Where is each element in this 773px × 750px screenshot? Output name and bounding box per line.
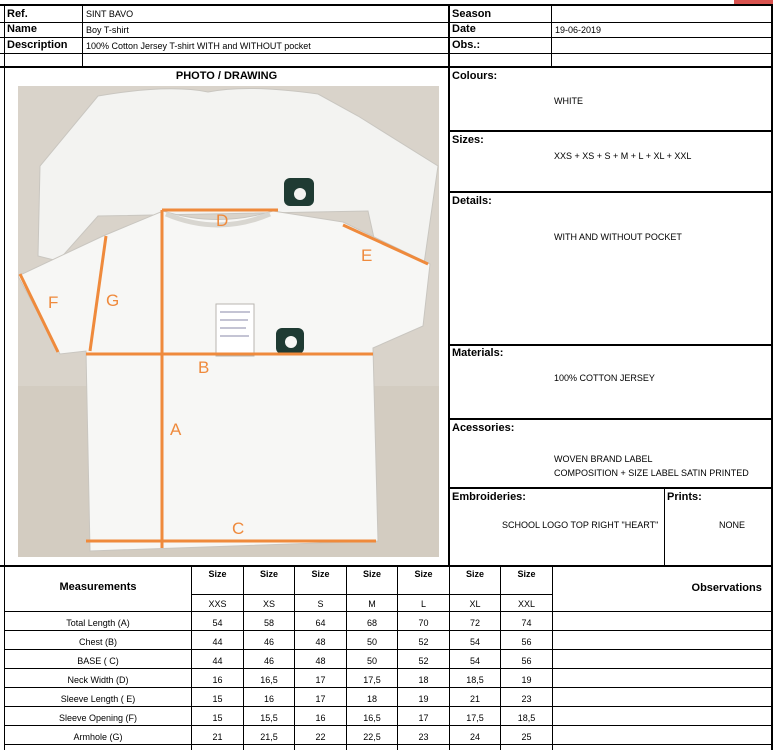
measure-letter-c: C bbox=[232, 519, 245, 538]
measurement-value: 19 bbox=[521, 675, 532, 685]
rule bbox=[0, 22, 773, 23]
date-value: 19-06-2019 bbox=[555, 25, 602, 35]
prints-value: NONE bbox=[719, 520, 746, 530]
rule bbox=[0, 37, 773, 38]
name-label: Name bbox=[7, 23, 37, 35]
measurement-value: 50 bbox=[366, 656, 377, 666]
measurement-label: Chest (B) bbox=[78, 637, 117, 647]
measurements-title: Measurements bbox=[59, 581, 137, 593]
measurement-value: 16,5 bbox=[260, 675, 278, 685]
embroideries-value: SCHOOL LOGO TOP RIGHT "HEART" bbox=[502, 520, 659, 530]
measurement-value: 64 bbox=[315, 618, 326, 628]
measurement-value: 16 bbox=[212, 675, 223, 685]
measurement-label: Total Length (A) bbox=[66, 618, 130, 628]
details-value: WITH AND WITHOUT POCKET bbox=[554, 232, 682, 242]
accessories-line2: COMPOSITION + SIZE LABEL SATIN PRINTED bbox=[554, 468, 749, 478]
measurement-value: 17 bbox=[418, 713, 429, 723]
measurement-value: 23 bbox=[418, 732, 429, 742]
size-header: Size bbox=[517, 569, 536, 579]
measurement-value: 17 bbox=[315, 675, 326, 685]
photo-title: PHOTO / DRAWING bbox=[175, 70, 278, 82]
rule bbox=[450, 418, 773, 420]
measurement-value: 48 bbox=[315, 637, 326, 647]
rule bbox=[5, 630, 771, 631]
measure-letter-d: D bbox=[216, 211, 229, 230]
details-title: Details: bbox=[452, 195, 492, 207]
rule bbox=[5, 611, 771, 612]
size-header: Size bbox=[259, 569, 278, 579]
rule bbox=[82, 4, 83, 68]
materials-title: Materials: bbox=[452, 347, 504, 359]
measurement-value: 50 bbox=[366, 637, 377, 647]
sizes-value: XXS + XS + S + M + L + XL + XXL bbox=[554, 151, 692, 161]
measurement-value: 16,5 bbox=[363, 713, 381, 723]
measurement-value: 72 bbox=[469, 618, 480, 628]
rule bbox=[0, 565, 773, 567]
measurement-value: 22 bbox=[315, 732, 326, 742]
rule bbox=[551, 4, 552, 68]
measurement-value: 18,5 bbox=[517, 713, 536, 723]
rule bbox=[5, 668, 771, 669]
measurement-value: 18 bbox=[418, 675, 429, 685]
rule bbox=[450, 130, 773, 132]
size-name: S bbox=[317, 599, 324, 609]
measurement-label: BASE ( C) bbox=[77, 656, 119, 666]
rule bbox=[450, 191, 773, 193]
measurement-value: 46 bbox=[263, 656, 274, 666]
size-name: M bbox=[368, 599, 376, 609]
size-name: XS bbox=[262, 599, 275, 609]
measurement-value: 54 bbox=[469, 637, 480, 647]
measurement-value: 25 bbox=[521, 732, 532, 742]
measurement-value: 24 bbox=[469, 732, 480, 742]
size-header: Size bbox=[311, 569, 330, 579]
measurement-value: 48 bbox=[315, 656, 326, 666]
size-header: Size bbox=[362, 569, 381, 579]
ref-value: SINT BAVO bbox=[86, 9, 134, 19]
size-header: Size bbox=[414, 569, 433, 579]
measurement-value: 16 bbox=[315, 713, 326, 723]
measurement-label: Neck Width (D) bbox=[67, 675, 129, 685]
measurement-value: 18,5 bbox=[466, 675, 484, 685]
measurement-value: 74 bbox=[521, 618, 532, 628]
measurement-value: 46 bbox=[263, 637, 274, 647]
rule bbox=[450, 344, 773, 346]
prints-title: Prints: bbox=[667, 491, 702, 503]
measurement-value: 16 bbox=[263, 694, 274, 704]
rule bbox=[448, 4, 450, 566]
measurement-value: 52 bbox=[418, 656, 429, 666]
measurement-value: 56 bbox=[521, 637, 532, 647]
rule bbox=[5, 649, 771, 650]
measurement-value: 58 bbox=[263, 618, 274, 628]
size-name: XL bbox=[469, 599, 481, 609]
rule bbox=[0, 66, 773, 68]
measurement-value: 21 bbox=[469, 694, 480, 704]
rule bbox=[192, 594, 552, 595]
description-value: 100% Cotton Jersey T-shirt WITH and WITHOUT pocket bbox=[86, 41, 311, 51]
measurement-value: 17,5 bbox=[363, 675, 381, 685]
measure-letter-f: F bbox=[48, 293, 59, 312]
measure-letter-a: A bbox=[170, 420, 182, 439]
measurement-value: 15 bbox=[212, 713, 223, 723]
name-value: Boy T-shirt bbox=[86, 25, 129, 35]
measurement-value: 54 bbox=[212, 618, 223, 628]
rule bbox=[0, 4, 773, 6]
measurement-value: 70 bbox=[418, 618, 429, 628]
date-label: Date bbox=[452, 23, 476, 35]
measurement-value: 68 bbox=[366, 618, 377, 628]
measure-letter-b: B bbox=[198, 358, 210, 377]
size-name: XXL bbox=[517, 599, 535, 609]
description-label: Description bbox=[7, 39, 68, 51]
size-name: L bbox=[420, 599, 426, 609]
accessories-line1: WOVEN BRAND LABEL bbox=[554, 454, 653, 464]
materials-value: 100% COTTON JERSEY bbox=[554, 373, 655, 383]
season-label: Season bbox=[452, 8, 492, 20]
measurement-value: 56 bbox=[521, 656, 532, 666]
measurement-label: Sleeve Opening (F) bbox=[58, 713, 138, 723]
rule bbox=[450, 487, 773, 489]
rule bbox=[0, 53, 773, 54]
size-name: XXS bbox=[208, 599, 227, 609]
measurement-value: 15 bbox=[212, 694, 223, 704]
measurement-value: 44 bbox=[212, 656, 223, 666]
measurement-value: 15,5 bbox=[260, 713, 278, 723]
rule bbox=[5, 687, 771, 688]
measurement-value: 19 bbox=[418, 694, 429, 704]
measurement-value: 52 bbox=[418, 637, 429, 647]
measurement-value: 17 bbox=[315, 694, 326, 704]
measurement-value: 44 bbox=[212, 637, 223, 647]
rule bbox=[5, 706, 771, 707]
measure-letter-g: G bbox=[106, 291, 120, 310]
measurement-value: 21,5 bbox=[260, 732, 278, 742]
obs-label: Obs.: bbox=[452, 39, 481, 51]
colours-value: WHITE bbox=[554, 96, 583, 106]
observations-title: Observations bbox=[691, 582, 762, 594]
measure-letter-e: E bbox=[361, 246, 373, 265]
rule bbox=[5, 744, 771, 745]
measurement-label: Sleeve Length ( E) bbox=[60, 694, 136, 704]
tshirt-photo bbox=[18, 86, 439, 557]
measurement-value: 17,5 bbox=[466, 713, 484, 723]
measurement-value: 54 bbox=[469, 656, 480, 666]
embroideries-title: Embroideries: bbox=[452, 491, 526, 503]
ref-label: Ref. bbox=[7, 8, 28, 20]
sizes-title: Sizes: bbox=[452, 134, 484, 146]
measurement-value: 18 bbox=[366, 694, 377, 704]
measurement-value: 22,5 bbox=[363, 732, 381, 742]
measurement-label: Armhole (G) bbox=[73, 732, 123, 742]
rule bbox=[5, 725, 771, 726]
accessories-title: Acessories: bbox=[452, 422, 515, 434]
rule bbox=[664, 487, 665, 566]
colours-title: Colours: bbox=[452, 70, 498, 82]
measurement-value: 23 bbox=[521, 694, 532, 704]
size-header: Size bbox=[208, 569, 227, 579]
size-header: Size bbox=[465, 569, 484, 579]
tshirt-illustration bbox=[18, 86, 439, 557]
measurement-value: 21 bbox=[212, 732, 223, 742]
